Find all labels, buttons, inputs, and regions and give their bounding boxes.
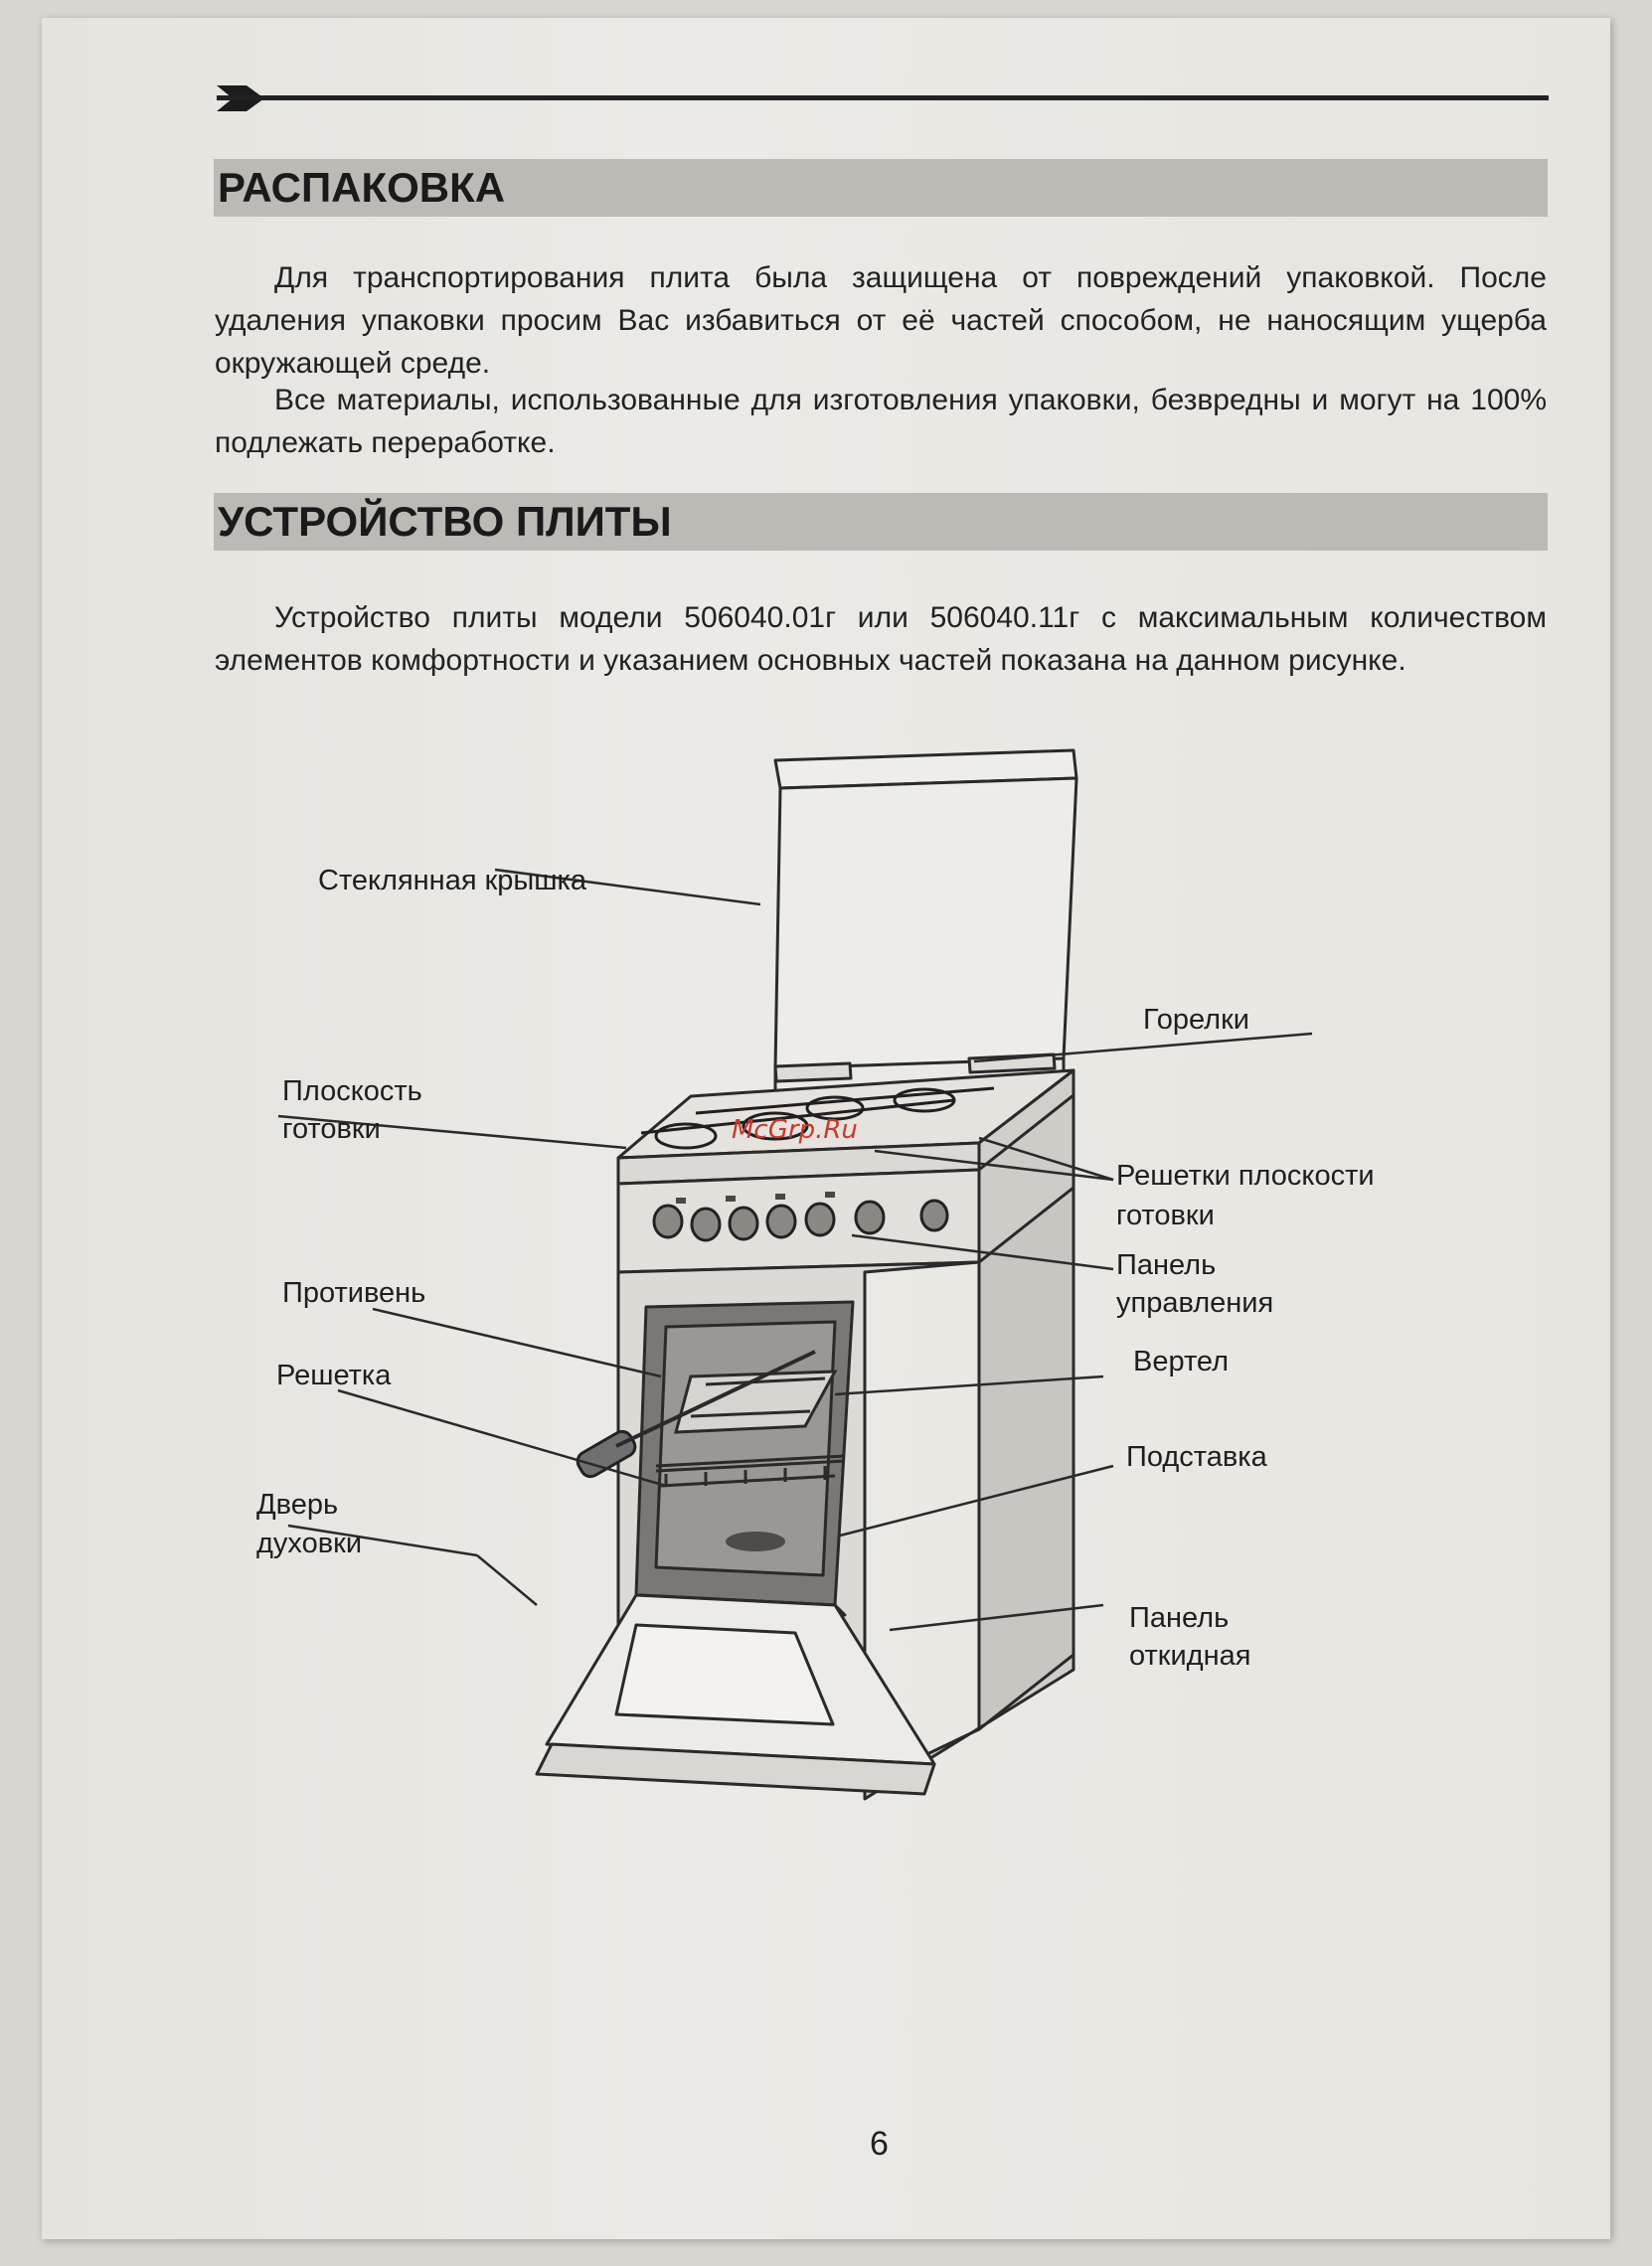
label-hob-line1: Плоскость [282, 1075, 422, 1107]
label-tray: Противень [282, 1277, 426, 1309]
label-grates-line1: Решетки плоскости [1116, 1160, 1375, 1192]
label-flap-line2: откидная [1129, 1640, 1251, 1672]
label-glass-lid: Стеклянная крышка [318, 865, 586, 896]
label-hob-line2: готовки [282, 1113, 381, 1145]
page-number: 6 [870, 2125, 889, 2163]
label-panel-line2: управления [1116, 1287, 1274, 1319]
stove-design-paragraph: Устройство плиты модели 506040.01г или 506040.11г с максимальным количеством элементов комфортности и указанием основных частей показана на данном рисунке. [215, 601, 1547, 677]
label-burners: Горелки [1143, 1004, 1249, 1036]
top-rule [217, 95, 1549, 100]
label-spit: Вертел [1133, 1346, 1230, 1377]
unpacking-paragraph-1: Для транспортирования плита была защищена от повреждений упаковкой. После удаления упаковки просим Вас избавиться от её частей способом, не наносящим ущерба окружающей среде. [215, 261, 1547, 380]
unpacking-paragraph-2: Все материалы, использованные для изготовления упаковки, безвредны и могут на 100% подлежать переработке. [215, 384, 1547, 459]
watermark-text: McGrp.Ru [732, 1115, 858, 1145]
label-grates-line2: готовки [1116, 1200, 1215, 1231]
label-rack: Решетка [276, 1360, 392, 1391]
label-panel-line1: Панель [1116, 1249, 1217, 1281]
label-door-line1: Дверь [256, 1489, 339, 1521]
section-heading-unpacking: РАСПАКОВКА [214, 159, 1548, 217]
label-stand: Подставка [1126, 1441, 1267, 1473]
section-heading-stove-design: УСТРОЙСТВО ПЛИТЫ [214, 493, 1548, 551]
label-flap-line1: Панель [1129, 1602, 1230, 1634]
label-door-line2: духовки [256, 1528, 363, 1559]
